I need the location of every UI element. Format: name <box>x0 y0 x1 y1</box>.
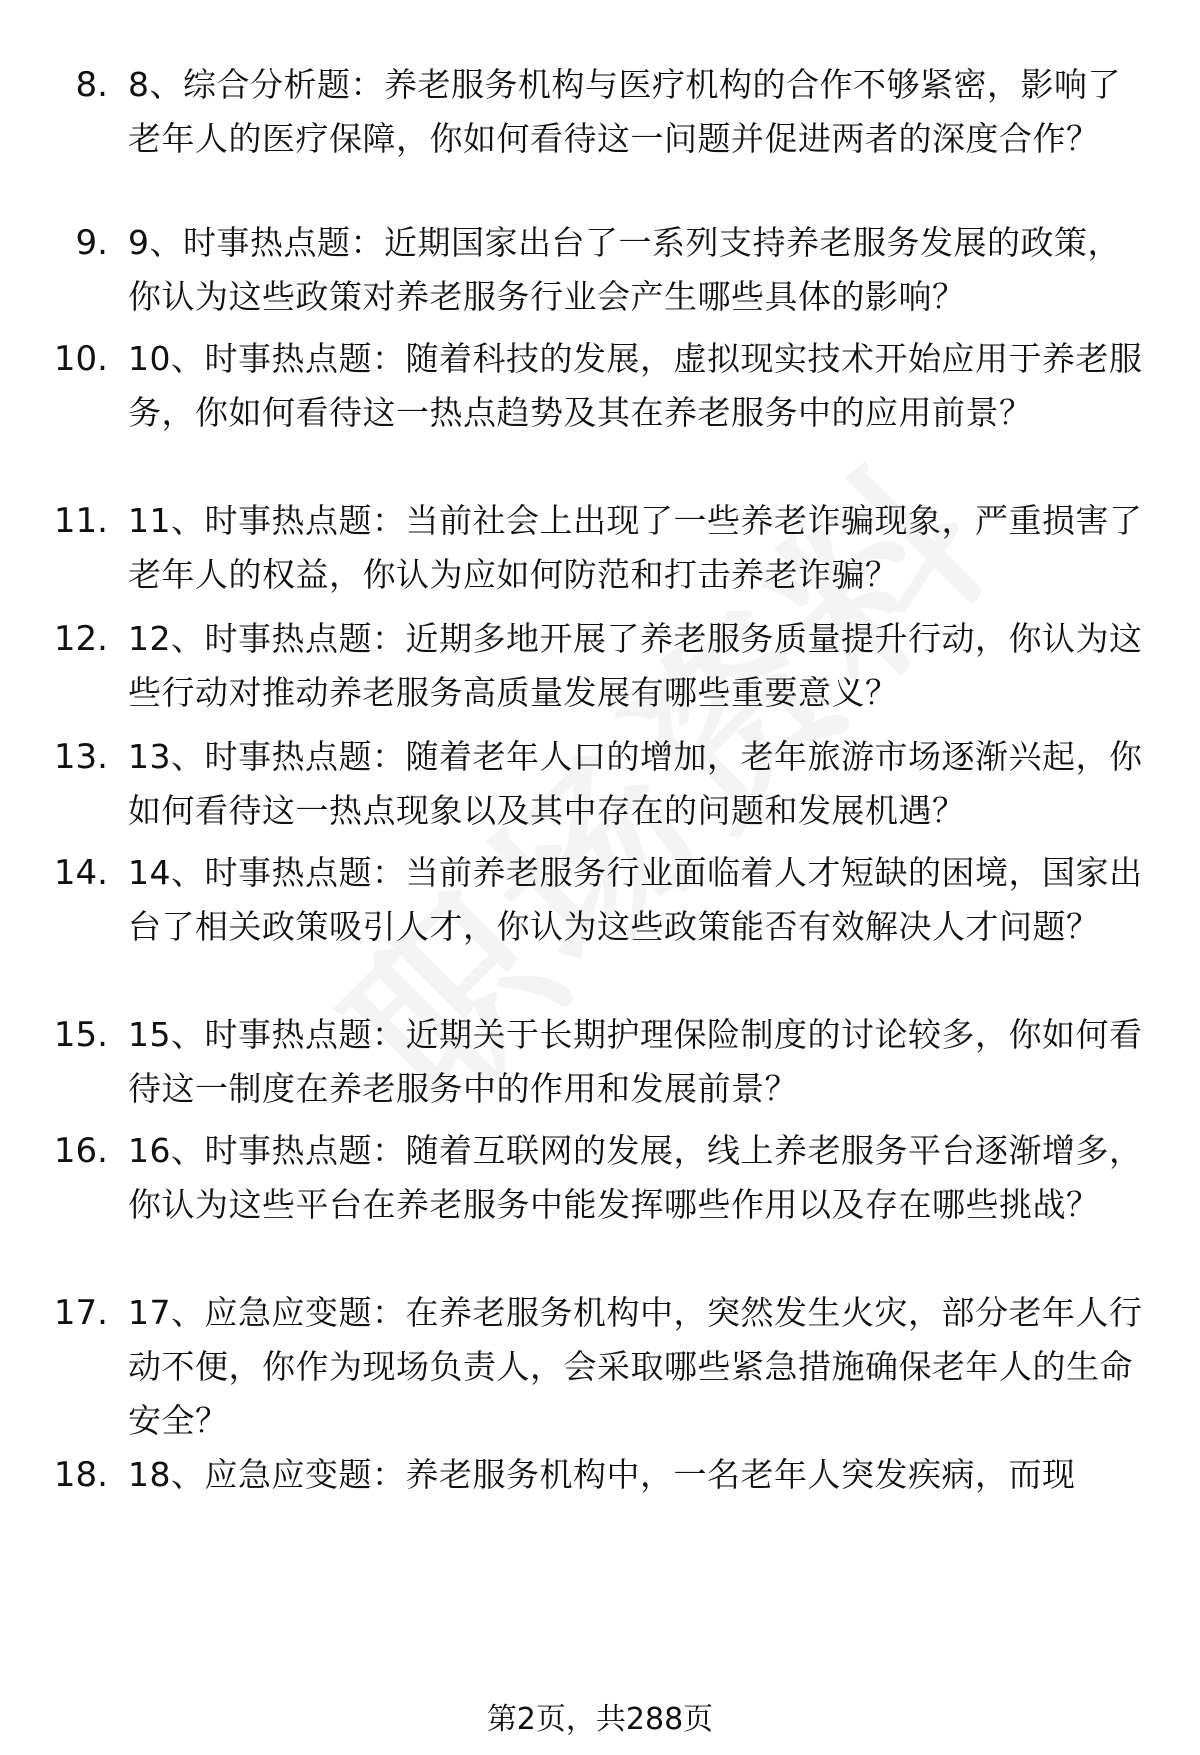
item-number: 13. <box>53 737 108 777</box>
item-text: 11、时事热点题：当前社会上出现了一些养老诈骗现象，严重损害了老年人的权益，你认为应如何防范和打击养老诈骗？ <box>128 501 1143 594</box>
item-number: 15. <box>53 1015 108 1055</box>
item-number: 12. <box>53 619 108 659</box>
item-number: 8. <box>75 65 108 105</box>
item-number: 18. <box>53 1455 108 1495</box>
item-number: 14. <box>53 853 108 893</box>
item-number: 11. <box>53 501 108 541</box>
item-text: 16、时事热点题：随着互联网的发展，线上养老服务平台逐渐增多，你认为这些平台在养老服务中能发挥哪些作用以及存在哪些挑战？ <box>128 1131 1143 1224</box>
page-footer: 第2页，共288页 <box>486 1702 714 1737</box>
item-text: 17、应急应变题：在养老服务机构中，突然发生火灾，部分老年人行动不便，你作为现场负责人，会采取哪些紧急措施确保老年人的生命安全？ <box>128 1293 1143 1440</box>
item-text: 9、时事热点题：近期国家出台了一系列支持养老服务发展的政策，你认为这些政策对养老服务行业会产生哪些具体的影响？ <box>128 223 1121 316</box>
item-number: 16. <box>53 1131 108 1171</box>
item-text: 18、应急应变题：养老服务机构中，一名老年人突发疾病，而现 <box>128 1455 1076 1494</box>
item-number: 9. <box>75 223 108 263</box>
item-text: 8、综合分析题：养老服务机构与医疗机构的合作不够紧密，影响了老年人的医疗保障，你如何看待这一问题并促进两者的深度合作？ <box>128 65 1121 158</box>
item-text: 12、时事热点题：近期多地开展了养老服务质量提升行动，你认为这些行动对推动养老服务高质量发展有哪些重要意义？ <box>128 619 1143 712</box>
item-text: 15、时事热点题：近期关于长期护理保险制度的讨论较多，你如何看待这一制度在养老服务中的作用和发展前景？ <box>128 1015 1143 1108</box>
item-text: 10、时事热点题：随着科技的发展，虚拟现实技术开始应用于养老服务，你如何看待这一热点趋势及其在养老服务中的应用前景？ <box>128 339 1143 432</box>
item-number: 10. <box>53 339 108 379</box>
item-text: 14、时事热点题：当前养老服务行业面临着人才短缺的困境，国家出台了相关政策吸引人才，你认为这些政策能否有效解决人才问题？ <box>128 853 1143 946</box>
item-number: 17. <box>53 1293 108 1333</box>
item-text: 13、时事热点题：随着老年人口的增加，老年旅游市场逐渐兴起，你如何看待这一热点现象以及其中存在的问题和发展机遇？ <box>128 737 1143 830</box>
